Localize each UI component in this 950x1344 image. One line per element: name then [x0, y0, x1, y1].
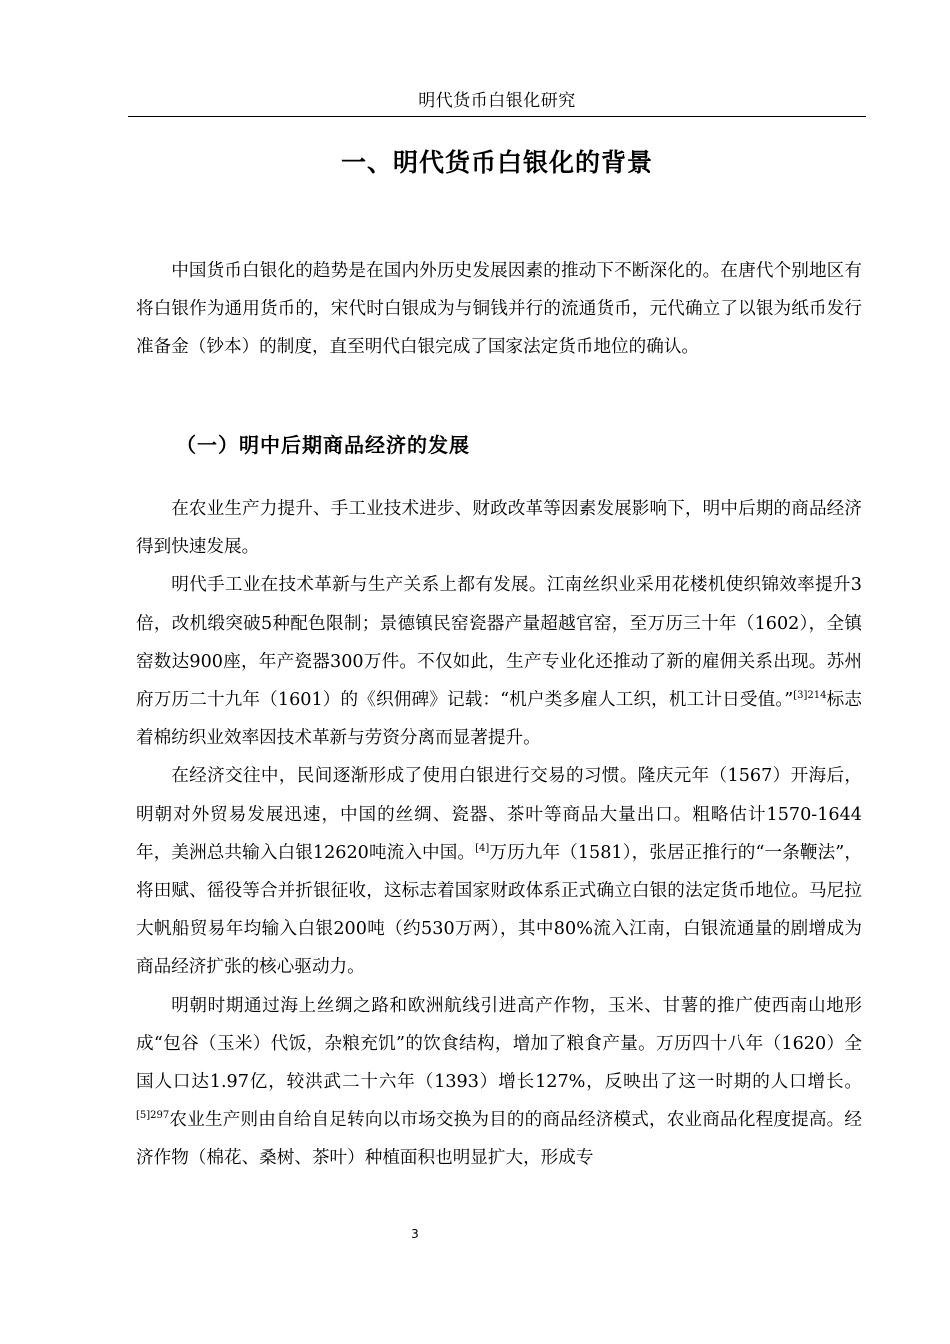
citation-5: [5]297	[136, 1110, 170, 1122]
citation-4: [4]	[475, 842, 490, 854]
paragraph-1: 在农业生产力提升、手工业技术进步、财政改革等因素发展影响下，明中后期的商品经济得到快速发展。	[136, 499, 862, 558]
paragraph-3-tail: 万历九年（1581），张居正推行的“一条鞭法”，将田赋、徭役等合并折银征收，这标志着国家财政体系正式确立白银的法定货币地位。马尼拉大帆船贸易年均输入白银200吨（约530万两），其中80%流入江南，白银流通量的剧增成为商品经济扩张的核心驱动力。	[136, 842, 862, 978]
paragraph-2-text: 明代手工业在技术革新与生产关系上都有发展。江南丝织业采用花楼机使织锦效率提升3倍，改机缎突破5种配色限制；景德镇民窑瓷器产量超越官窑，至万历三十年（1602），全镇窑数达900座，年产瓷器300万件。不仅如此，生产专业化还推动了新的雇佣关系出现。苏州府万历二十九年（1601）的《织佣碑》记载：“机户类多雇人工织，机工计日受值。”	[136, 575, 862, 711]
paragraph-4	[136, 987, 862, 1178]
page-number: 3	[411, 1227, 419, 1241]
running-header: 明代货币白银化研究	[418, 91, 576, 111]
intro-paragraph: 中国货币白银化的趋势是在国内外历史发展因素的推动下不断深化的。在唐代个别地区有将白银作为通用货币的，宋代时白银成为与铜钱并行的流通货币，元代确立了以银为纸币发行准备金（钞本）的制度，直至明代白银完成了国家法定货币地位的确认。	[136, 261, 862, 358]
citation-3: [3]214	[793, 690, 827, 702]
paragraph-3	[136, 757, 862, 986]
paragraph-4-text: 明朝时期通过海上丝绸之路和欧洲航线引进高产作物，玉米、甘薯的推广使西南山地形成“包谷（玉米）代饭，杂粮充饥”的饮食结构，增加了粮食产量。万历四十八年（1620）全国人口达1.97亿，较洪武二十六年（1393）增长127%，反映出了这一时期的人口增长。	[136, 995, 862, 1093]
paragraph-4-tail: 农业生产则由自给自足转向以市场交换为目的的商品经济模式，农业商品化程度提高。经济作物（棉花、桑树、茶叶）种植面积也明显扩大，形成专	[136, 1110, 862, 1169]
chapter-title: 一、明代货币白银化的背景	[340, 148, 653, 177]
section-body	[136, 490, 862, 1178]
intro-section	[136, 252, 862, 367]
paragraph-2-tail: 标志着棉纺织业效率因技术革新与劳资分离而显著提升。	[136, 690, 862, 749]
header-rule	[128, 116, 866, 117]
paragraph-2	[136, 566, 862, 757]
section-title: （一）明中后期商品经济的发展	[176, 433, 470, 457]
paragraph-3-text: 在经济交往中，民间逐渐形成了使用白银进行交易的习惯。隆庆元年（1567）开海后，明朝对外贸易发展迅速，中国的丝绸、瓷器、茶叶等商品大量出口。粗略估计1570-1644年，美洲总共输入白银12620吨流入中国。	[136, 766, 862, 863]
